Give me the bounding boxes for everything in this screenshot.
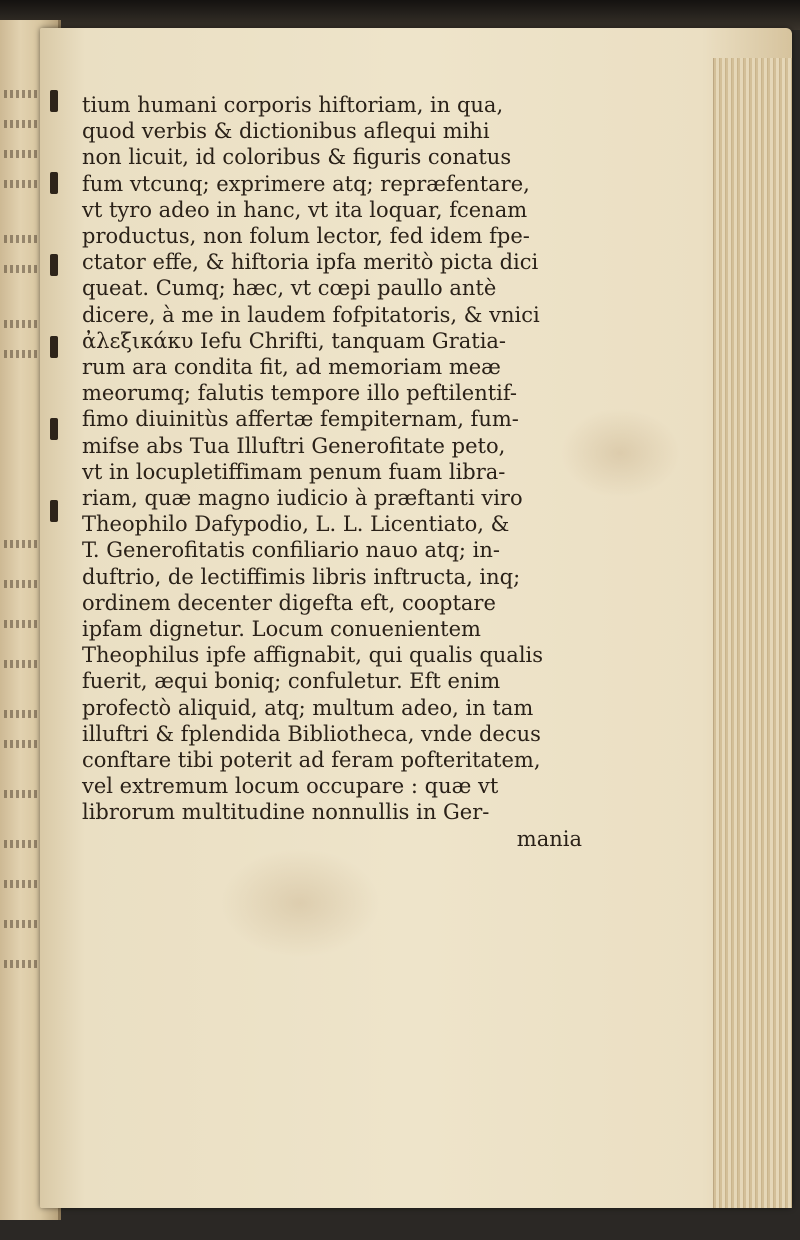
scan-shadow bbox=[0, 0, 800, 30]
text-line: Theophilus ipfe affignabit, qui qualis qualis bbox=[82, 643, 544, 668]
text-line: ordinem decenter digefta eft, cooptare bbox=[82, 590, 496, 615]
text-line: vt in locupletiffimam penum fuam libra- bbox=[82, 459, 506, 484]
text-line: ctator effe, & hiftoria ipfa meritò picta dici bbox=[82, 250, 539, 275]
text-line: mifse abs Tua Illuftri Generofitate peto, bbox=[82, 433, 506, 458]
text-line: dicere, à me in laudem fofpitatoris, & vnici bbox=[82, 302, 540, 327]
text-line: librorum multitudine nonnullis in Ger- bbox=[82, 800, 490, 825]
text-line: ἀλεξικάκυ Iefu Chrifti, tanquam Gratia- bbox=[82, 328, 507, 353]
catchword: mania bbox=[516, 826, 582, 851]
text-line: fum vtcunq; exprimere atq; repræfentare, bbox=[82, 171, 530, 196]
text-line: tium humani corporis hiftoriam, in qua, bbox=[82, 93, 504, 117]
text-line: fuerit, æqui boniq; confuletur. Eft enim bbox=[82, 669, 501, 694]
binding-stitches bbox=[50, 90, 64, 570]
text-line: profectò aliquid, atq; multum adeo, in tam bbox=[82, 695, 534, 720]
text-line: non licuit, id coloribus & figuris conatus bbox=[82, 145, 512, 170]
text-line: conftare tibi poterit ad feram pofteritatem, bbox=[82, 748, 541, 773]
text-line: T. Generofitatis confiliario nauo atq; in- bbox=[82, 538, 501, 563]
text-line: duftrio, de lectiffimis libris inftructa, inq; bbox=[82, 564, 521, 589]
text-line: riam, quæ magno iudicio à præftanti viro bbox=[82, 486, 523, 511]
page-text bbox=[82, 92, 582, 852]
text-line: Theophilo Dafypodio, L. L. Licentiato, & bbox=[82, 512, 510, 537]
page-fore-edge bbox=[713, 58, 792, 1208]
text-line: vel extremum locum occupare : quæ vt bbox=[82, 774, 499, 799]
text-line: vt tyro adeo in hanc, vt ita loquar, fcenam bbox=[82, 197, 528, 222]
text-line: ipfam dignetur. Locum conuenientem bbox=[82, 617, 481, 642]
text-line: queat. Cumq; hæc, vt cœpi paullo antè bbox=[82, 276, 497, 301]
text-line: rum ara condita fit, ad memoriam meæ bbox=[82, 355, 501, 380]
text-line: meorumq; falutis tempore illo peftilentif- bbox=[82, 381, 518, 406]
text-line: productus, non folum lector, fed idem fpe- bbox=[82, 224, 530, 249]
text-line: fimo diuinitùs affertæ fempiternam, fum- bbox=[82, 407, 519, 432]
text-line: illuftri & fplendida Bibliotheca, vnde decus bbox=[82, 721, 541, 746]
text-line: quod verbis & dictionibus aflequi mihi bbox=[82, 119, 490, 144]
